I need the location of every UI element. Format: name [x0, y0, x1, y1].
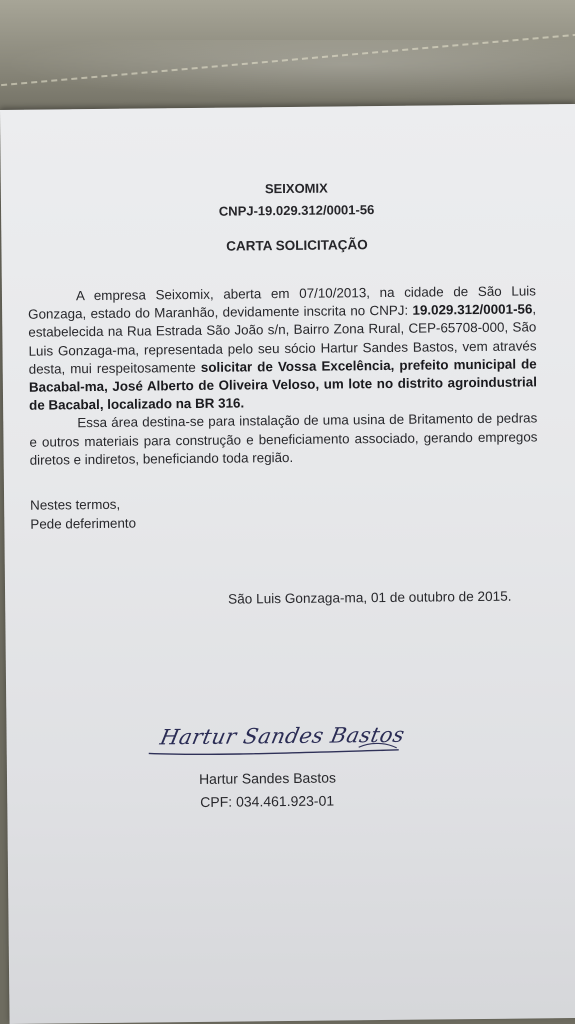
upholstery-highlight	[0, 40, 575, 100]
closing-line-terms: Nestes termos,	[30, 496, 121, 513]
closing-line-request: Pede deferimento	[30, 515, 137, 532]
paragraph-request-cnpj: 19.029.312/0001-56	[412, 301, 533, 318]
signature-script: Hartur Sandes Bastos	[158, 722, 407, 750]
company-cnpj: CNPJ-19.029.312/0001-56	[218, 202, 375, 219]
handwritten-signature	[146, 721, 406, 764]
letter-body	[28, 282, 538, 469]
paragraph-request-text-1: A empresa Seixomix, aberta em 07/10/2013, na cidade de São Luis Gonzaga, estado do Maranhão, devidamente inscrita no CNPJ:	[28, 283, 537, 322]
closing-block	[30, 495, 136, 534]
paragraph-purpose: Essa área destina-se para instalação de uma usina de Britamento de pedras e outros materiais para construção e beneficiamento associado, gerando empregos diretos e indiretos, beneficiando toda região.	[29, 410, 538, 468]
document-title: CARTA SOLICITAÇÃO	[226, 237, 368, 254]
paragraph-request-text-2: , estabelecida na Rua Estrada São João s/n, Bairro Zona Rural, CEP-65708-000, São Luis Gonzaga-ma, representada pelo seu sócio Hartur Sandes Bastos, vem através desta, mui respeitosamente	[28, 301, 537, 377]
signer-name: Hartur Sandes Bastos	[198, 769, 337, 787]
signer-cpf: CPF: 034.461.923-01	[200, 792, 335, 810]
paragraph-request-bold: solicitar de Vossa Excelência, prefeito municipal de Bacabal-ma, José Alberto de Oliveira Veloso, um lote no distrito agroindustrial de Bacabal, localizado na BR 316.	[28, 356, 537, 413]
paragraph-request	[28, 282, 537, 415]
letter-sheet	[0, 104, 575, 1024]
place-and-date: São Luis Gonzaga-ma, 01 de outubro de 2015.	[228, 588, 512, 607]
company-name: SEIXOMIX	[264, 180, 328, 197]
